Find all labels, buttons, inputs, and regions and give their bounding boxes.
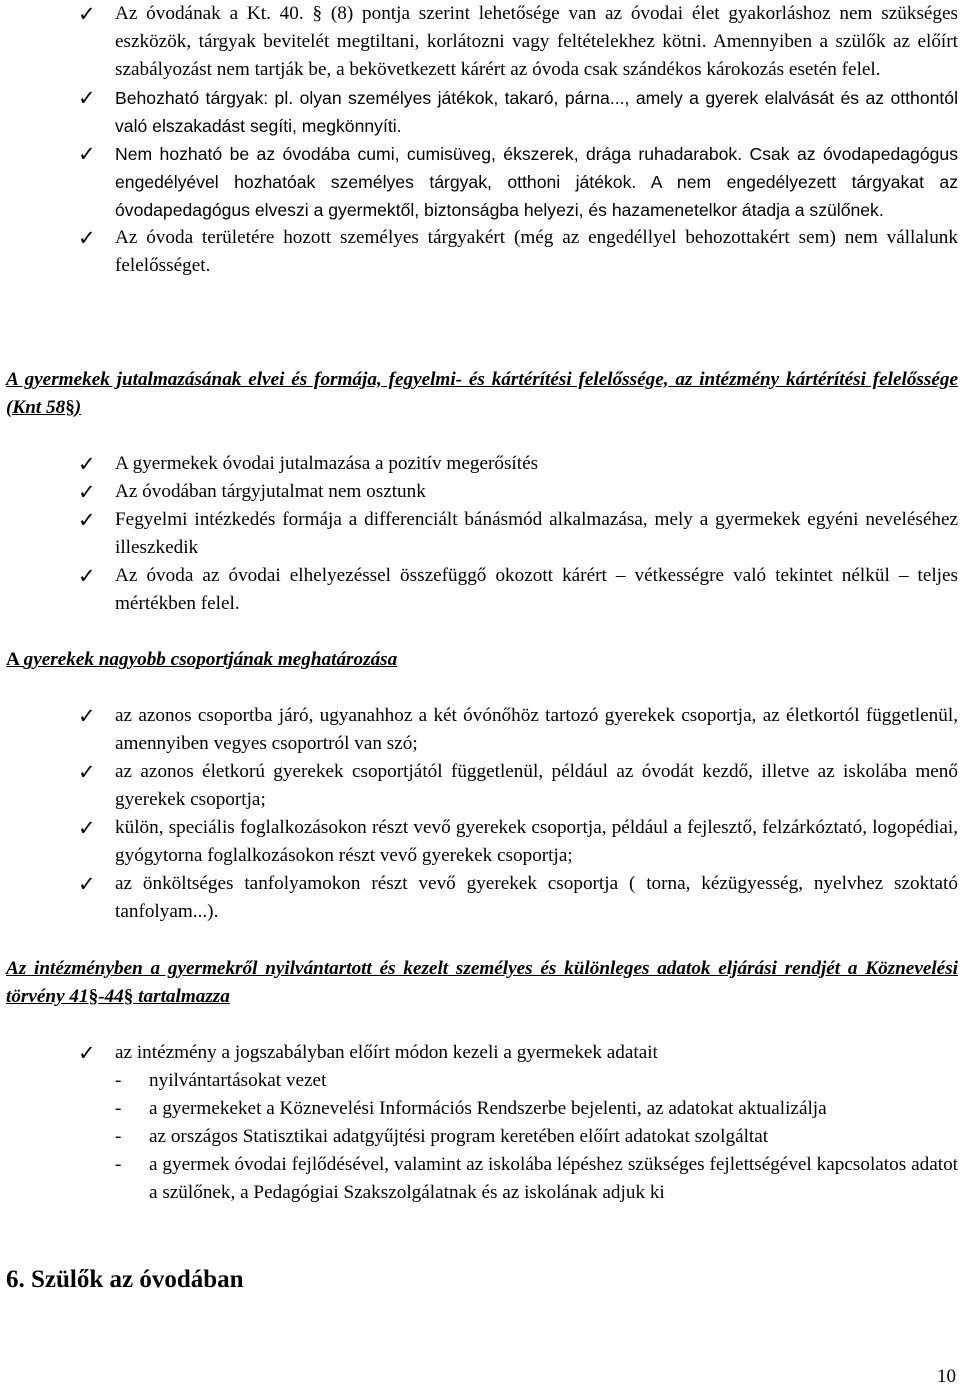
dash-item: - a gyermek óvodai fejlődésével, valamint az iskolába lépéshez szükséges fejlettségével kapcsolatos adatot a szülőnek, a Pedagógiai Szakszolgálatnak és az iskolának adjuk ki — [6, 1151, 958, 1207]
section-heading-data: Az intézményben a gyermekről nyilvántartott és kezelt személyes és különleges adatok eljárási rendjét a Köznevelési törvény 41§-44§ tartalmazza — [6, 958, 958, 1007]
section-heading-rewards: A gyermekek jutalmazásának elvei és formája, fegyelmi- és kártérítési felelőssége, az intézmény kártérítési felelőssége (Knt 58§) — [6, 369, 958, 418]
list-item: ✓ az intézmény a jogszabályban előírt módon kezeli a gyermekek adatait — [78, 1041, 658, 1065]
section-heading-groups: A gyerekek nagyobb csoportjának meghatározása — [6, 649, 398, 670]
list-data-handling — [6, 1039, 958, 1207]
list-item: ✓ az azonos csoportba járó, ugyanahhoz a két óvónőhöz tartozó gyerekek csoportja, az életkortól függetlenül, amennyiben vegyes csoportról van szó; — [78, 704, 958, 754]
checkmark-icon: ✓ — [78, 142, 96, 166]
list-kept-items — [6, 0, 958, 280]
dash-item: - a gyermekeket a Köznevelési Információs Rendszerbe bejelenti, az adatokat aktualizálja — [6, 1095, 958, 1123]
checkmark-icon: ✓ — [78, 760, 96, 784]
dash-marker: - — [115, 1070, 122, 1091]
list-item: ✓ Nem hozható be az óvodába cumi, cumisüveg, ékszerek, drága ruhadarabok. Csak az óvodapedagógus engedélyével hozhatóak személyes tárgyak, otthoni játékok. A nem engedélyezett tárgyakat az óvodapedagógus elveszi a gyermektől, biztonságba helyezi, és hazamenetelkor átadja a szülőnek. — [78, 142, 958, 220]
list-item: ✓ Az óvodának a Kt. 40. § (8) pontja szerint lehetősége van az óvodai élet gyakorláshoz nem szükséges eszközök, tárgyak bevitelét megtiltani, korlátozni vagy feltételekhez kötni. Amennyiben a szülők az előírt szabályozást nem tartják be, a bekövetkezett kárért az óvoda csak szándékos károkozás esetén felel. — [78, 2, 958, 80]
checkmark-icon: ✓ — [78, 226, 96, 250]
dash-marker: - — [115, 1154, 122, 1175]
list-item: ✓ az önköltséges tanfolyamokon részt vevő gyerekek csoportja ( torna, kézügyesség, nyelvhez szoktató tanfolyam...). — [78, 872, 958, 922]
list-groups — [6, 702, 958, 926]
checkmark-icon: ✓ — [78, 452, 96, 476]
list-item: ✓ Fegyelmi intézkedés formája a differenciált bánásmód alkalmazása, mely a gyermekek egyéni neveléséhez illeszkedik — [78, 508, 958, 558]
dash-marker: - — [115, 1126, 122, 1147]
chapter-heading: 6. Szülők az óvodában — [6, 1266, 244, 1293]
list-item: ✓ az azonos életkorú gyerekek csoportjától függetlenül, például az óvodát kezdő, illetve az iskolába menő gyerekek csoportja; — [78, 760, 958, 810]
checkmark-icon: ✓ — [78, 564, 96, 588]
list-item: ✓ Az óvodában tárgyjutalmat nem osztunk — [78, 480, 426, 504]
checkmark-icon: ✓ — [78, 508, 96, 532]
checkmark-icon: ✓ — [78, 86, 96, 110]
dash-marker: - — [115, 1098, 122, 1119]
checkmark-icon: ✓ — [78, 2, 96, 26]
page-number: 10 — [937, 1366, 956, 1387]
checkmark-icon: ✓ — [78, 704, 96, 728]
dash-item: - nyilvántartásokat vezet — [6, 1067, 958, 1095]
checkmark-icon: ✓ — [78, 816, 96, 840]
checkmark-icon: ✓ — [78, 872, 96, 896]
dash-item: - az országos Statisztikai adatgyűjtési program keretében előírt adatokat szolgáltat — [6, 1123, 958, 1151]
list-item: ✓ Behozható tárgyak: pl. olyan személyes játékok, takaró, párna..., amely a gyerek elalvását és az otthontól való elszakadást segíti, megkönnyíti. — [78, 86, 958, 136]
checkmark-icon: ✓ — [78, 1041, 96, 1065]
checkmark-icon: ✓ — [78, 480, 96, 504]
list-rewards — [6, 450, 958, 618]
list-item: ✓ A gyermekek óvodai jutalmazása a pozitív megerősítés — [78, 452, 539, 476]
list-item: ✓ Az óvoda területére hozott személyes tárgyakért (még az engedéllyel behozottakért sem) nem vállalunk felelősséget. — [78, 226, 958, 276]
list-item: ✓ Az óvoda az óvodai elhelyezéssel összefüggő okozott kárért – vétkességre való tekintet nélkül – teljes mértékben felel. — [78, 564, 958, 614]
list-item: ✓ külön, speciális foglalkozásokon részt vevő gyerekek csoportja, például a fejlesztő, felzárkóztató, logopédiai, gyógytorna foglalkozásokon részt vevő gyerekek csoportja; — [78, 816, 958, 866]
